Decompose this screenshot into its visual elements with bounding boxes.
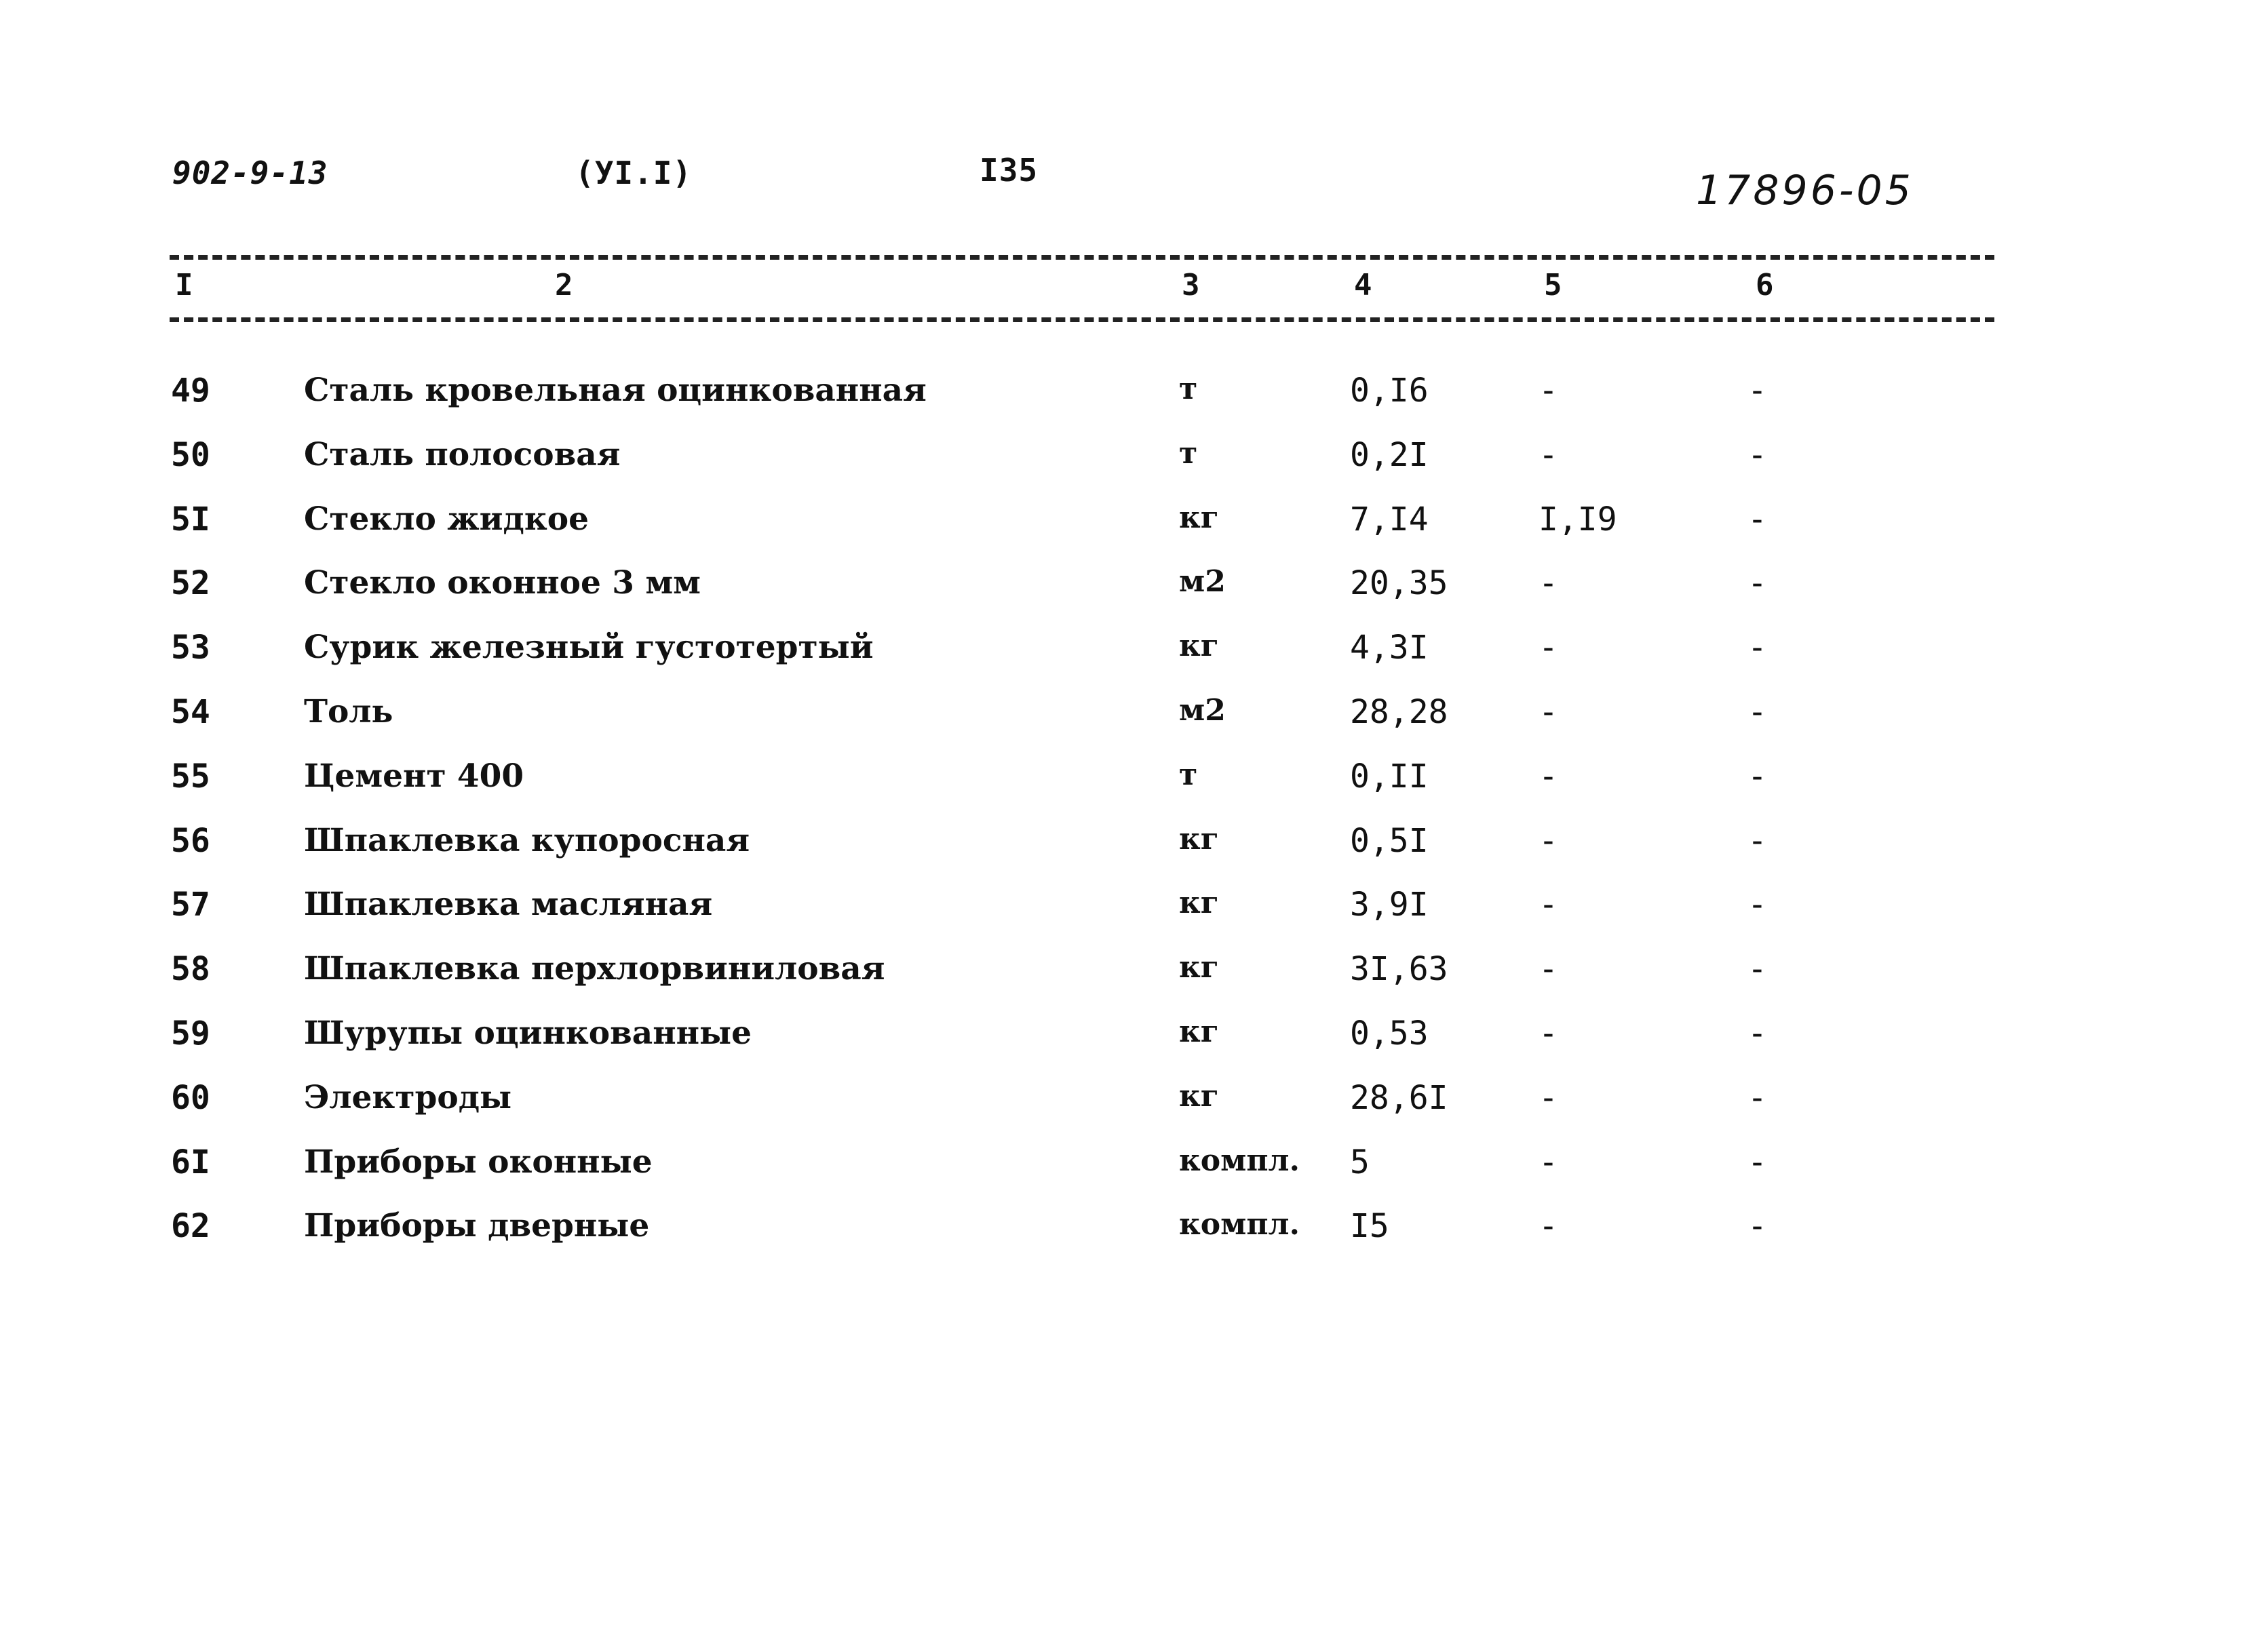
unit: кг (1179, 1078, 1219, 1114)
quantity-col5: - (1539, 629, 1558, 667)
quantity-col6: - (1747, 821, 1767, 860)
row-number: 54 (171, 692, 210, 731)
quantity-col4: 0,I6 (1350, 372, 1429, 410)
quantity-col5: - (1539, 1207, 1558, 1246)
quantity-col4: 7,I4 (1350, 500, 1429, 538)
unit: компл. (1179, 1143, 1300, 1178)
row-number: 56 (171, 821, 210, 860)
unit: т (1179, 757, 1198, 792)
column-header: 6 (1756, 268, 1774, 302)
quantity-col4: 0,II (1350, 757, 1429, 795)
quantity-col6: - (1747, 435, 1767, 474)
material-name: Шпаклевка купоросная (304, 821, 750, 859)
quantity-col4: 20,35 (1350, 564, 1448, 603)
quantity-col5: - (1539, 692, 1558, 731)
quantity-col4: 4,3I (1350, 629, 1429, 667)
row-number: 59 (171, 1014, 210, 1053)
quantity-col6: - (1747, 629, 1767, 667)
table-row (0, 1079, 2244, 1143)
table-row (0, 1015, 2244, 1079)
material-name: Шурупы оцинкованные (304, 1014, 752, 1052)
quantity-col6: - (1747, 1207, 1767, 1246)
quantity-col4: 3I,63 (1350, 950, 1448, 989)
table-row (0, 886, 2244, 950)
quantity-col4: 5 (1350, 1143, 1370, 1181)
quantity-col5: - (1539, 1143, 1558, 1181)
table-row (0, 629, 2244, 693)
quantity-col6: - (1747, 1143, 1767, 1181)
quantity-col5: - (1539, 886, 1558, 924)
table-row (0, 436, 2244, 500)
material-name: Сталь кровельная оцинкованная (304, 372, 927, 409)
quantity-col6: - (1747, 372, 1767, 410)
material-name: Сталь полосовая (304, 435, 621, 473)
doc-code: 902-9-13 (172, 155, 328, 191)
quantity-col4: 28,28 (1350, 692, 1448, 731)
quantity-col5: - (1539, 435, 1558, 474)
header-rule-top (170, 255, 1994, 260)
table-row (0, 564, 2244, 629)
column-header-row (0, 268, 2244, 309)
unit: т (1179, 435, 1198, 471)
quantity-col5: - (1539, 757, 1558, 795)
unit: кг (1179, 1014, 1219, 1049)
table-row (0, 822, 2244, 886)
table-row (0, 1143, 2244, 1208)
column-header: 3 (1182, 268, 1200, 302)
row-number: 53 (171, 629, 210, 667)
quantity-col4: 0,5I (1350, 821, 1429, 860)
quantity-col4: 3,9I (1350, 886, 1429, 924)
material-name: Электроды (304, 1078, 512, 1116)
column-header: 2 (555, 268, 573, 302)
unit: кг (1179, 886, 1219, 921)
material-name: Шпаклевка перхлорвиниловая (304, 950, 885, 988)
unit: кг (1179, 950, 1219, 985)
quantity-col5: - (1539, 1014, 1558, 1053)
material-name: Толь (304, 692, 393, 730)
quantity-col5: - (1539, 1078, 1558, 1117)
column-header: 5 (1544, 268, 1562, 302)
quantity-col4: 0,53 (1350, 1014, 1429, 1053)
table-row (0, 693, 2244, 758)
material-name: Стекло оконное 3 мм (304, 564, 701, 602)
unit: м2 (1179, 564, 1226, 599)
quantity-col6: - (1747, 757, 1767, 795)
header-rule-bottom (170, 317, 1994, 322)
row-number: 6I (171, 1143, 210, 1181)
column-header: 4 (1354, 268, 1372, 302)
row-number: 57 (171, 886, 210, 924)
unit: компл. (1179, 1207, 1300, 1242)
quantity-col5: - (1539, 821, 1558, 860)
quantity-col4: 28,6I (1350, 1078, 1448, 1117)
handwritten-number: 17896-05 (1696, 167, 1914, 214)
unit: кг (1179, 500, 1219, 535)
material-name: Приборы оконные (304, 1143, 653, 1181)
quantity-col5: - (1539, 950, 1558, 989)
table-row (0, 758, 2244, 822)
quantity-col4: I5 (1350, 1207, 1389, 1246)
row-number: 62 (171, 1207, 210, 1246)
column-header: I (175, 268, 193, 302)
row-number: 60 (171, 1078, 210, 1117)
quantity-col6: - (1747, 564, 1767, 603)
table-row (0, 372, 2244, 436)
row-number: 50 (171, 435, 210, 474)
row-number: 58 (171, 950, 210, 989)
quantity-col6: - (1747, 500, 1767, 538)
material-name: Сурик железный густотертый (304, 629, 874, 667)
table-row (0, 1207, 2244, 1272)
quantity-col4: 0,2I (1350, 435, 1429, 474)
unit: т (1179, 372, 1198, 406)
row-number: 5I (171, 500, 210, 538)
quantity-col5: - (1539, 372, 1558, 410)
material-name: Шпаклевка масляная (304, 886, 713, 924)
quantity-col6: - (1747, 1014, 1767, 1053)
section-number: (УI.I) (575, 155, 693, 191)
quantity-col5: I,I9 (1539, 500, 1617, 538)
quantity-col6: - (1747, 886, 1767, 924)
material-name: Цемент 400 (304, 757, 524, 795)
row-number: 55 (171, 757, 210, 795)
unit: м2 (1179, 692, 1226, 728)
quantity-col6: - (1747, 1078, 1767, 1117)
material-name: Приборы дверные (304, 1207, 650, 1245)
material-name: Стекло жидкое (304, 500, 589, 538)
table-row (0, 950, 2244, 1015)
page-number: I35 (980, 152, 1039, 189)
quantity-col5: - (1539, 564, 1558, 603)
unit: кг (1179, 821, 1219, 857)
quantity-col6: - (1747, 950, 1767, 989)
table-row (0, 500, 2244, 565)
row-number: 49 (171, 372, 210, 410)
unit: кг (1179, 629, 1219, 664)
materials-table (0, 372, 2244, 1272)
row-number: 52 (171, 564, 210, 603)
quantity-col6: - (1747, 692, 1767, 731)
